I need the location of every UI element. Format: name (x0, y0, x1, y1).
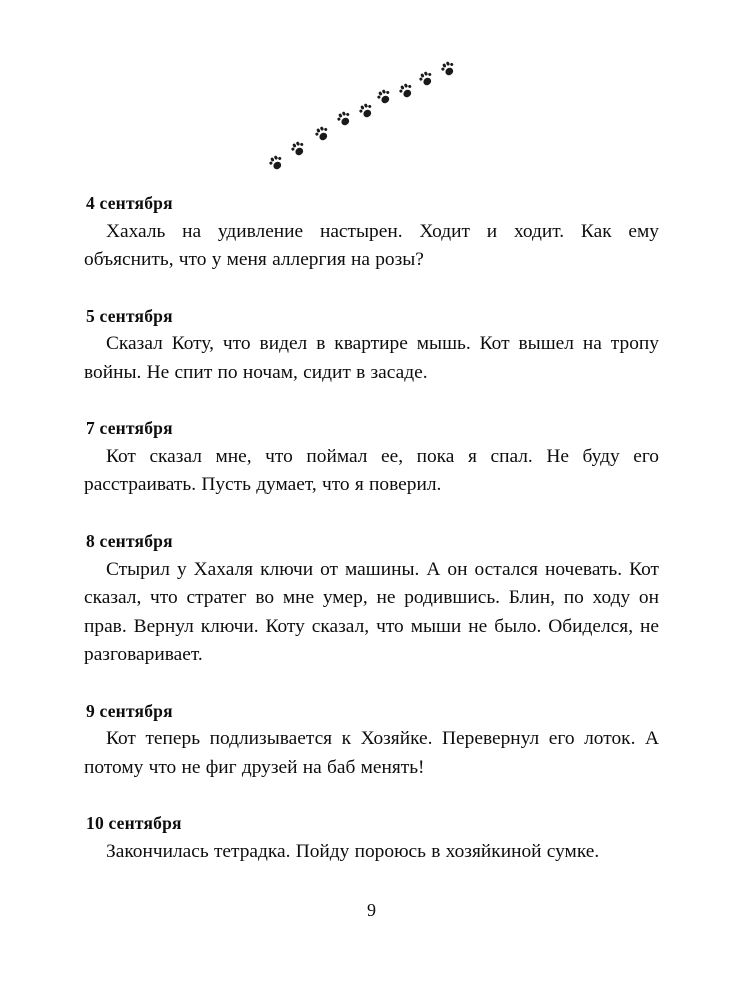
entry-text: Хахаль на удивление настырен. Ходит и ходит. Как ему объяснить, что у меня аллергия на розы? (84, 220, 659, 271)
paw-print-icon (397, 82, 415, 100)
diary-entry (84, 305, 659, 388)
entry-date: 7 сентября (86, 418, 173, 439)
paw-print-icon (267, 154, 285, 172)
diary-entry (84, 192, 659, 275)
paw-print-icon (357, 102, 375, 120)
entry-spacer (84, 798, 659, 812)
diary-entry (84, 530, 659, 670)
paw-print-icon (335, 110, 353, 128)
entry-text: Кот теперь подлизывается к Хозяйке. Перевернул его лоток. А потому что не фиг друзей на баб менять! (84, 728, 659, 778)
entry-spacer (84, 291, 659, 305)
entry-spacer (84, 686, 659, 700)
page-number: 9 (367, 900, 376, 920)
entry-date: 4 сентября (86, 193, 173, 213)
paw-print-icon (417, 70, 435, 88)
paw-print-icon (289, 140, 307, 158)
diary-entry (84, 812, 659, 866)
entry-text: Стырил у Хахаля ключи от машины. А он остался ночевать. Кот сказал, что стратег во мне умер, не родившись. Блин, по ходу он прав. Вернул ключи. Коту сказал, что мыши не было. Обиделся, не разговаривает. (84, 558, 659, 666)
diary-entries (84, 192, 659, 866)
entry-spacer (84, 516, 659, 530)
paw-print-trail-decoration (260, 60, 480, 180)
paw-print-icon (439, 60, 457, 78)
diary-entry (84, 417, 659, 500)
entry-date: 9 сентября (86, 700, 173, 721)
entry-text: Сказал Коту, что видел в квартире мышь. Кот вышел на тропу войны. Не спит по ночам, сидит в засаде. (84, 333, 659, 383)
entry-text: Закончилась тетрадка. Пойду пороюсь в хозяйкиной сумке. (106, 840, 600, 862)
paw-print-icon (313, 125, 331, 143)
entry-date: 8 сентября (86, 530, 173, 551)
paw-print-icon (375, 88, 393, 106)
entry-spacer (84, 403, 659, 417)
diary-entry (84, 700, 659, 783)
entry-date: 5 сентября (86, 305, 173, 326)
entry-text: Кот сказал мне, что поймал ее, пока я спал. Не буду его расстраивать. Пусть думает, что я поверил. (84, 445, 659, 496)
entry-date: 10 сентября (86, 813, 182, 834)
